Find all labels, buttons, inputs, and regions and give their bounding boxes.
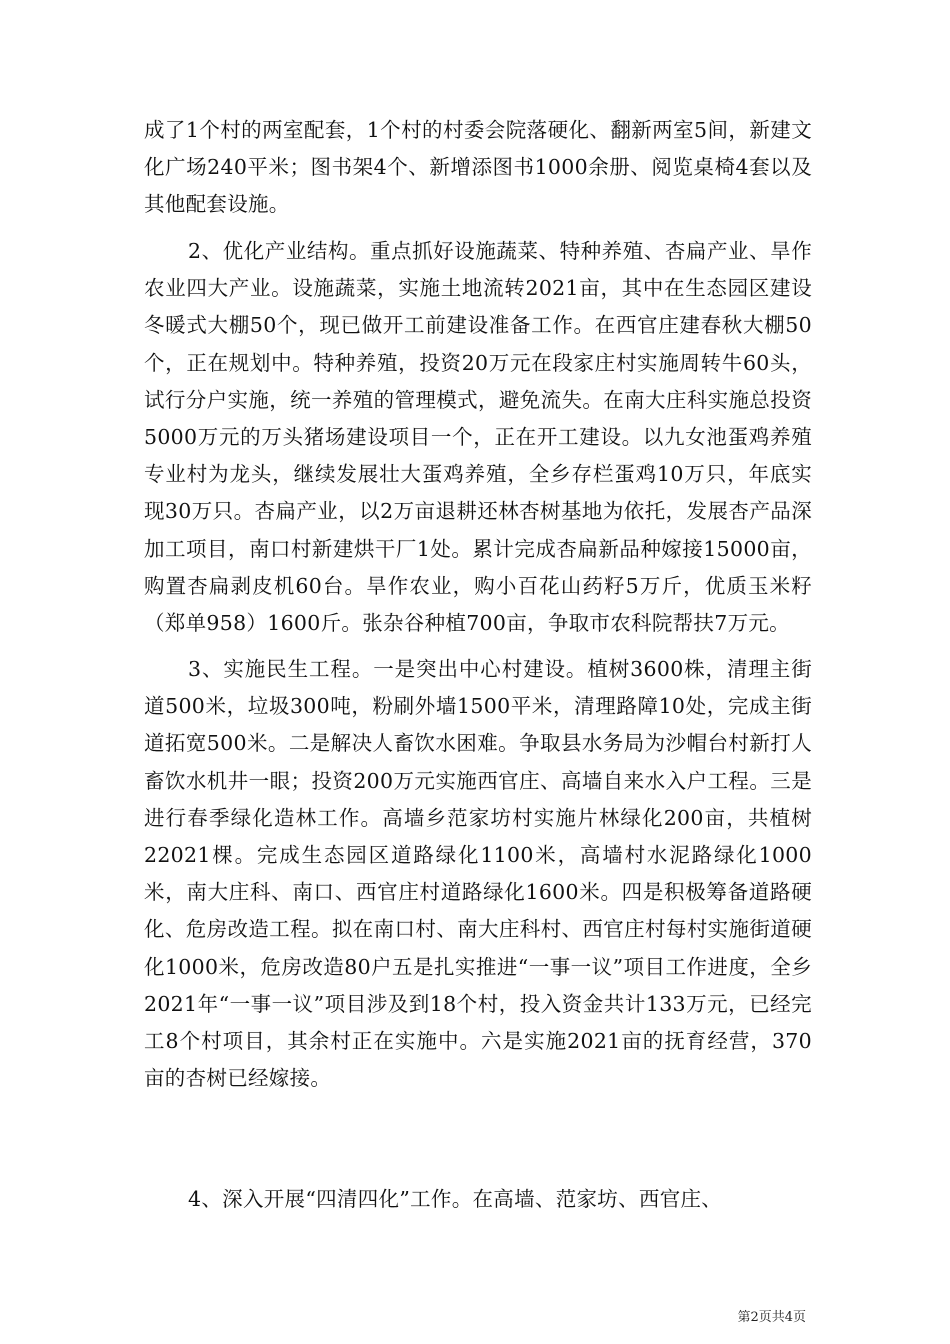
page-number-footer: 第2页共4页 [737, 1310, 806, 1325]
paragraph-continuation: 成了1个村的两室配套，1个村的村委会院落硬化、翻新两室5间，新建文化广场240平米；图书架4个、新增添图书1000余册、阅览桌椅4套以及其他配套设施。 [144, 118, 812, 217]
paragraph-industry-structure: 2、优化产业结构。重点抓好设施蔬菜、特种养殖、杏扁产业、旱作农业四大产业。设施蔬菜，实施土地流转2021亩，其中在生态园区建设冬暖式大棚50个，现已做开工前建设准备工作。在西官庄建春秋大棚50个，正在规划中。特种养殖，投资20万元在段家庄村实施周转牛60头，试行分户实施，统一养殖的管理模式，避免流失。在南大庄科实施总投资5000万元的万头猪场建设项目一个，正在开工建设。以九女池蛋鸡养殖专业村为龙头，继续发展壮大蛋鸡养殖，全乡存栏蛋鸡10万只，年底实现30万只。杏扁产业，以2万亩退耕还林杏树基地为依托，发展杏产品深加工项目，南口村新建烘干厂1处。累计完成杏扁新品种嫁接15000亩，购置杏扁剥皮机60台。旱作农业，购小百花山药籽5万斤，优质玉米籽（郑单958）1600斤。张杂谷种植700亩，争取市农科院帮扶7万元。 [144, 239, 812, 636]
paragraph-four-clean-four-transform: 4、深入开展“四清四化”工作。在高墙、范家坊、西官庄、 [188, 1187, 723, 1211]
paragraph-livelihood-projects: 3、实施民生工程。一是突出中心村建设。植树3600株，清理主街道500米，垃圾300吨，粉刷外墙1500平米，清理路障10处，完成主街道拓宽500米。二是解决人畜饮水困难。争取县水务局为沙帽台村新打人畜饮水机井一眼；投资200万元实施西官庄、高墙自来水入户工程。三是进行春季绿化造林工作。高墙乡范家坊村实施片林绿化200亩，共植树22021棵。完成生态园区道路绿化1100米，高墙村水泥路绿化1000米，南大庄科、南口、西官庄村道路绿化1600米。四是积极筹备道路硬化、危房改造工程。拟在南口村、南大庄科村、西官庄村每村实施街道硬化1000米，危房改造80户五是扎实推进“一事一议”项目工作进度，全乡2021年“一事一议”项目涉及到18个村，投入资金共计133万元，已经完工8个村项目，其余村正在实施中。六是实施2021亩的抚育经营，370亩的杏树已经嫁接。 [144, 657, 812, 1091]
